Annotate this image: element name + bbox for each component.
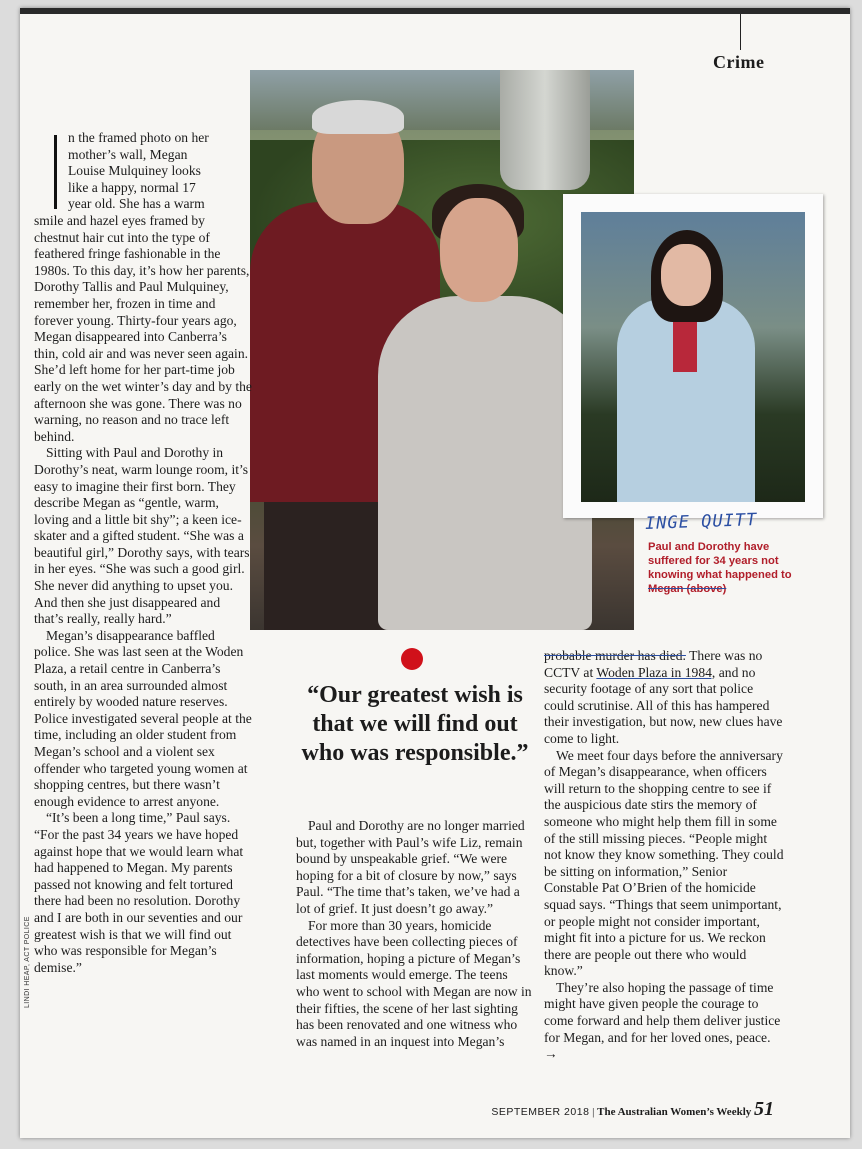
intro-lines: n the framed photo on her mother’s wall, Megan Louise Mulquiney looks like a happy, normal 17 year old. She has a warm [68, 130, 209, 212]
issue-date: SEPTEMBER 2018 [491, 1106, 590, 1118]
woman-figure [378, 296, 592, 630]
paragraph: smile and hazel eyes framed by chestnut hair cut into the type of feathered fringe fashionable in the 1980s. To this day, it’s how her parents, Dorothy Tallis and Paul Mulquiney, remember her, frozen in time and forever young. Thirty-four years ago, Megan disappeared into Canberra’s thin, cold air and was never seen again. She’d left home for her part-time job early on the wet winter’s day and by the afternoon she was gone. There was no warning, no reason and no trace left behind. [34, 213, 252, 444]
photo-caption: Paul and Dorothy have suffered for 34 years not knowing what happened to Megan (above) [648, 541, 792, 595]
column-1 [34, 213, 252, 976]
pull-quote: “Our greatest wish is that we will find out who was responsible.” [301, 682, 529, 766]
handwritten-note: INGE QUITT [644, 510, 758, 534]
section-rule [740, 14, 741, 50]
page-footer: SEPTEMBER 2018 | The Australian Women’s Weekly 51 [491, 1098, 774, 1120]
section-label: Crime [713, 52, 765, 72]
column-3 [544, 648, 784, 1063]
paragraph: For more than 30 years, homicide detectives have been collecting pieces of information, hoping a picture of Megan’s last moments would emerge. The teens who went to school with Megan are now in their fifties, the scene of her last sighting has been renovated and one witness who was named in an inquest into Megan’s [296, 917, 532, 1049]
paragraph: “It’s been a long time,” Paul says. “For the past 34 years we have hoped against hope that we would learn what had happened to Megan. My parents passed not knowing and felt tortured there had been no resolution. Dorothy and I are both in our seventies and our greatest wish is that we will find out who was responsible for Megan’s demise.” [34, 810, 244, 975]
paragraph: They’re also hoping the passage of time might have given people the courage to come forward and help them deliver justice for Megan, and for her loved ones, peace. → [544, 979, 781, 1062]
megan-photo-frame [563, 194, 823, 518]
paragraph: probable murder has died. There was no CCTV at Woden Plaza in 1984, and no security footage of any sort that police could scrutinise. All of this has hampered their investigation, but now, new clues have come to light. [544, 648, 783, 746]
photo-credit: LINDI HEAP, ACT POLICE [24, 916, 31, 1008]
paragraph: Sitting with Paul and Dorothy in Dorothy’s neat, warm lounge room, it’s easy to imagine their first born. They describe Megan as “gentle, warm, loving and a little bit shy”; a keen ice-skater and a gifted student. “She was a beautiful girl,” Dorothy says, with tears in her eyes. “She was such a good girl. She never did anything to upset you. And then she just disappeared and that’s really, really hard.” [34, 445, 250, 627]
magazine-page [20, 8, 850, 1138]
top-edge-bar [20, 8, 850, 14]
page-number: 51 [754, 1098, 774, 1120]
paragraph: Megan’s disappearance baffled police. She was last seen at the Woden Plaza, a retail centre in Canberra’s south, in an area surrounded almost entirely by wooded nature reserves. Police investigated several people at the time, including an older student from Megan’s school and a violent sex offender who targeted young women at shopping centres, but there wasn’t enough evidence to arrest anyone. [34, 627, 252, 809]
paragraph: We meet four days before the anniversary of Megan’s disappearance, when officers will return to the shopping centre to see if the auspicious date stirs the memory of someone who might help them fill in some of the still missing pieces. “People might not know they know something. They could be sitting on information,” Senior Constable Pat O’Brien of the homicide squad says. “Things that seem unimportant, or people might not consider important, might fit into a picture for us. We reckon there are people out there who would know.” [544, 747, 784, 979]
megan-photo [581, 212, 805, 502]
column-2 [296, 818, 534, 1050]
drop-cap-i [54, 135, 57, 209]
magazine-name: The Australian Women’s Weekly [597, 1106, 752, 1118]
paragraph: Paul and Dorothy are no longer married but, together with Paul’s wife Liz, remain bound by unspeakable grief. “We were hoping for a bit of closure by now,” says Paul. “The time that’s taken, we’ve had a lot of grief. It just doesn’t go away.” [296, 818, 525, 916]
red-dot [401, 648, 423, 670]
